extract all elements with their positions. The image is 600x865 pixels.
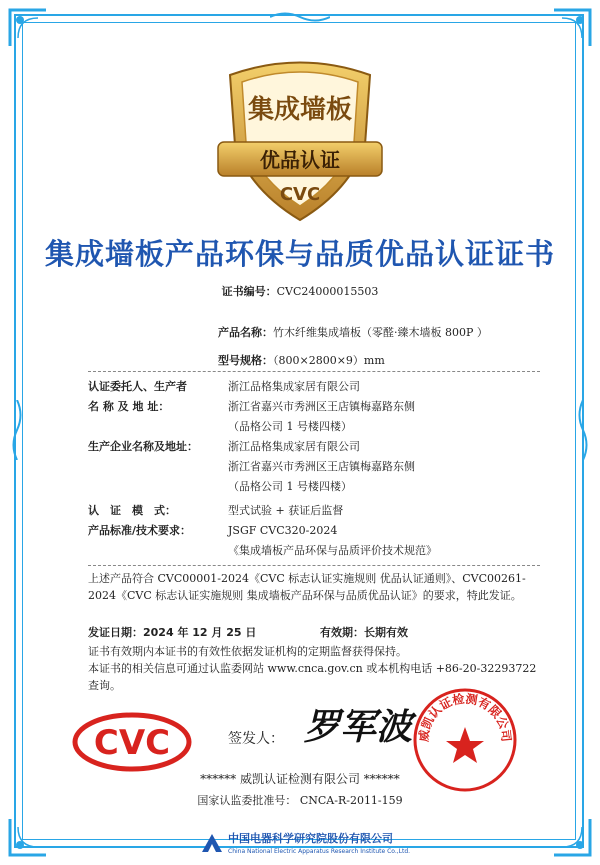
- field-row: [88, 378, 360, 394]
- badge-ribbon-text: 优品认证: [260, 148, 340, 172]
- field-value: （品格公司 1 号楼四楼）: [228, 480, 352, 493]
- field-row: [88, 542, 437, 558]
- field-label: 生产企业名称及地址：: [88, 440, 198, 453]
- issue-date-label: 发证日期：: [88, 626, 143, 639]
- validity-row: [320, 624, 408, 640]
- corner-ornament-icon: [552, 8, 592, 48]
- product-name-label: 产品名称：: [218, 326, 273, 339]
- field-row: [88, 418, 352, 434]
- field-value: 浙江省嘉兴市秀洲区王店镇梅嘉路东侧: [228, 400, 415, 413]
- divider: [88, 565, 540, 566]
- model-value: （800×2800×9）mm: [273, 354, 385, 367]
- field-label: 认 证 模 式：: [88, 504, 176, 517]
- field-row: [88, 478, 352, 494]
- field-row: [88, 522, 337, 538]
- certificate-number-value: CVC24000015503: [276, 285, 379, 298]
- field-value: 型式试验 + 获证后监督: [228, 504, 344, 517]
- field-label: 名 称 及 地 址：: [88, 400, 170, 413]
- issuer-name: ****** 威凯认证检测有限公司 ******: [200, 772, 400, 786]
- validity-label: 有效期：: [320, 626, 364, 639]
- product-name-row: [218, 324, 488, 340]
- field-value: 浙江省嘉兴市秀洲区王店镇梅嘉路东侧: [228, 460, 415, 473]
- divider: [88, 371, 540, 372]
- institute-name-en: China National Electric Apparatus Research Institute Co.,Ltd.: [228, 848, 411, 855]
- signer-label: 签发人：: [228, 731, 284, 747]
- field-row: [88, 398, 415, 414]
- institute-logo: [200, 830, 420, 856]
- field-value: 《集成墙板产品环保与品质评价技术规范》: [228, 544, 437, 557]
- field-value: 浙江品格集成家居有限公司: [228, 380, 360, 393]
- field-label: 认证委托人、生产者: [88, 380, 187, 393]
- edge-ornament-icon: [10, 400, 24, 460]
- signature-text: 罗军波: [304, 706, 413, 748]
- badge-top-text: 集成墙板: [247, 95, 353, 125]
- field-row: [88, 458, 415, 474]
- issue-date-row: [88, 624, 256, 640]
- edge-ornament-icon: [270, 10, 330, 24]
- field-value: （品格公司 1 号楼四楼）: [228, 420, 352, 433]
- field-value: JSGF CVC320-2024: [228, 524, 338, 537]
- certificate-number-label: 证书编号：: [221, 285, 277, 298]
- approval-number: 国家认监委批准号： CNCA-R-2011-159: [197, 794, 403, 807]
- product-name-value: 竹木纤维集成墙板（零醛·臻木墙板 800P ）: [273, 326, 488, 339]
- issue-date-value: 2024 年 12 月 25 日: [143, 626, 257, 639]
- corner-ornament-icon: [552, 817, 592, 857]
- certificate-number: [0, 283, 600, 299]
- validity-value: 长期有效: [364, 626, 408, 639]
- seal-text: 威凯认证检测有限公司: [416, 691, 514, 743]
- certification-badge: [200, 50, 400, 230]
- field-row: [88, 438, 360, 454]
- edge-ornament-icon: [576, 400, 590, 460]
- field-label: 产品标准/技术要求：: [88, 524, 192, 537]
- badge-bottom-text: CVC: [279, 184, 321, 205]
- certificate-title: 集成墙板产品环保与品质优品认证证书: [44, 237, 555, 271]
- conformity-statement: 上述产品符合 CVC00001-2024《CVC 标志认证实施规则 优品认证通则》、CVC00261-2024《CVC 标志认证实施规则 集成墙板产品环保与品质优品认证》的要求，特此发证。: [88, 572, 526, 602]
- institute-name-cn: 中国电器科学研究院股份有限公司: [228, 832, 393, 845]
- model-label: 型号规格：: [218, 354, 273, 367]
- cvc-logo: [72, 712, 192, 772]
- field-value: 浙江品格集成家居有限公司: [228, 440, 360, 453]
- corner-ornament-icon: [8, 8, 48, 48]
- field-row: [88, 502, 343, 518]
- validity-note: 证书有效期内本证书的有效性依据发证机构的定期监督获得保持。: [88, 645, 407, 658]
- corner-ornament-icon: [8, 817, 48, 857]
- cvc-logo-text: CVC: [93, 723, 171, 763]
- model-row: [218, 352, 385, 368]
- lookup-note: 本证书的相关信息可通过认监委网站 www.cnca.gov.cn 或本机构电话 +86-20-32293722 查询。: [88, 662, 537, 692]
